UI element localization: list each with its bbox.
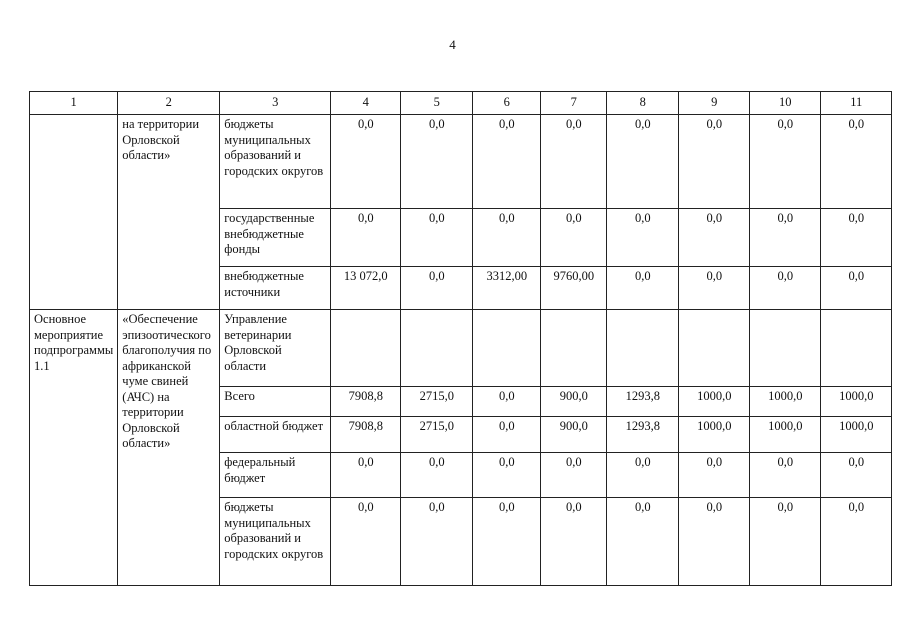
value-cell — [473, 310, 541, 387]
value-cell: 0,0 — [679, 267, 750, 310]
value-cell — [750, 310, 821, 387]
value-cell: 900,0 — [541, 417, 607, 453]
value-cell: 9760,00 — [541, 267, 607, 310]
header-cell: 11 — [821, 92, 892, 115]
table-row — [30, 310, 892, 387]
value-cell: 0,0 — [541, 498, 607, 586]
value-cell: 0,0 — [473, 417, 541, 453]
value-cell: 7908,8 — [331, 417, 401, 453]
funding-source: Управление ветеринарии Орловской области — [220, 310, 331, 387]
value-cell: 0,0 — [821, 209, 892, 267]
measure-title-cell: «Обеспечение эпизоотического благополучия по африканской чуме свиней (АЧС) на территории Орловской области» — [118, 310, 220, 586]
value-cell: 0,0 — [473, 115, 541, 209]
value-cell — [607, 310, 679, 387]
table-row — [30, 115, 892, 209]
value-cell: 0,0 — [473, 387, 541, 417]
funding-source: бюджеты муниципальных образований и городских округов — [220, 498, 331, 586]
value-cell: 0,0 — [401, 267, 473, 310]
value-cell: 0,0 — [473, 453, 541, 498]
header-cell: 2 — [118, 92, 220, 115]
header-cell: 1 — [30, 92, 118, 115]
funding-source: федеральный бюджет — [220, 453, 331, 498]
value-cell: 1000,0 — [750, 387, 821, 417]
budget-table — [29, 91, 892, 586]
value-cell: 0,0 — [821, 267, 892, 310]
header-cell: 5 — [401, 92, 473, 115]
value-cell: 0,0 — [750, 498, 821, 586]
funding-source: областной бюджет — [220, 417, 331, 453]
value-cell: 1293,8 — [607, 417, 679, 453]
value-cell: 0,0 — [750, 115, 821, 209]
value-cell — [331, 310, 401, 387]
header-cell: 7 — [541, 92, 607, 115]
value-cell: 0,0 — [331, 209, 401, 267]
value-cell: 0,0 — [607, 209, 679, 267]
measure-cell — [30, 115, 118, 310]
value-cell: 0,0 — [401, 498, 473, 586]
value-cell: 0,0 — [401, 209, 473, 267]
value-cell: 0,0 — [679, 453, 750, 498]
value-cell: 2715,0 — [401, 387, 473, 417]
value-cell: 0,0 — [541, 115, 607, 209]
value-cell: 0,0 — [607, 115, 679, 209]
value-cell: 0,0 — [679, 498, 750, 586]
header-cell: 6 — [473, 92, 541, 115]
value-cell: 0,0 — [473, 209, 541, 267]
value-cell: 0,0 — [750, 453, 821, 498]
value-cell: 1000,0 — [679, 387, 750, 417]
measure-title-cell: на территории Орловской области» — [118, 115, 220, 310]
value-cell: 0,0 — [750, 209, 821, 267]
header-row — [30, 92, 892, 115]
value-cell: 1000,0 — [821, 417, 892, 453]
value-cell: 0,0 — [473, 498, 541, 586]
value-cell — [821, 310, 892, 387]
value-cell: 0,0 — [679, 115, 750, 209]
funding-source: Всего — [220, 387, 331, 417]
header-cell: 4 — [331, 92, 401, 115]
measure-cell: Основное мероприятие подпрограммы 1.1 — [30, 310, 118, 586]
value-cell — [541, 310, 607, 387]
value-cell: 2715,0 — [401, 417, 473, 453]
value-cell: 0,0 — [607, 267, 679, 310]
funding-source: бюджеты муниципальных образований и городских округов — [220, 115, 331, 209]
page-number: 4 — [449, 37, 456, 52]
value-cell: 1293,8 — [607, 387, 679, 417]
value-cell: 0,0 — [821, 453, 892, 498]
value-cell: 0,0 — [679, 209, 750, 267]
funding-source: государственные внебюджетные фонды — [220, 209, 331, 267]
value-cell: 0,0 — [607, 453, 679, 498]
value-cell: 0,0 — [821, 498, 892, 586]
value-cell: 0,0 — [331, 498, 401, 586]
value-cell: 0,0 — [541, 453, 607, 498]
value-cell: 1000,0 — [821, 387, 892, 417]
header-cell: 3 — [220, 92, 331, 115]
value-cell: 0,0 — [607, 498, 679, 586]
funding-source: внебюджетные источники — [220, 267, 331, 310]
value-cell: 0,0 — [821, 115, 892, 209]
value-cell: 0,0 — [331, 453, 401, 498]
value-cell — [679, 310, 750, 387]
value-cell: 0,0 — [331, 115, 401, 209]
value-cell: 7908,8 — [331, 387, 401, 417]
value-cell: 900,0 — [541, 387, 607, 417]
value-cell: 0,0 — [750, 267, 821, 310]
value-cell: 3312,00 — [473, 267, 541, 310]
value-cell: 0,0 — [541, 209, 607, 267]
value-cell: 0,0 — [401, 115, 473, 209]
value-cell: 13 072,0 — [331, 267, 401, 310]
value-cell — [401, 310, 473, 387]
header-cell: 8 — [607, 92, 679, 115]
header-cell: 10 — [750, 92, 821, 115]
value-cell: 1000,0 — [750, 417, 821, 453]
value-cell: 0,0 — [401, 453, 473, 498]
value-cell: 1000,0 — [679, 417, 750, 453]
header-cell: 9 — [679, 92, 750, 115]
